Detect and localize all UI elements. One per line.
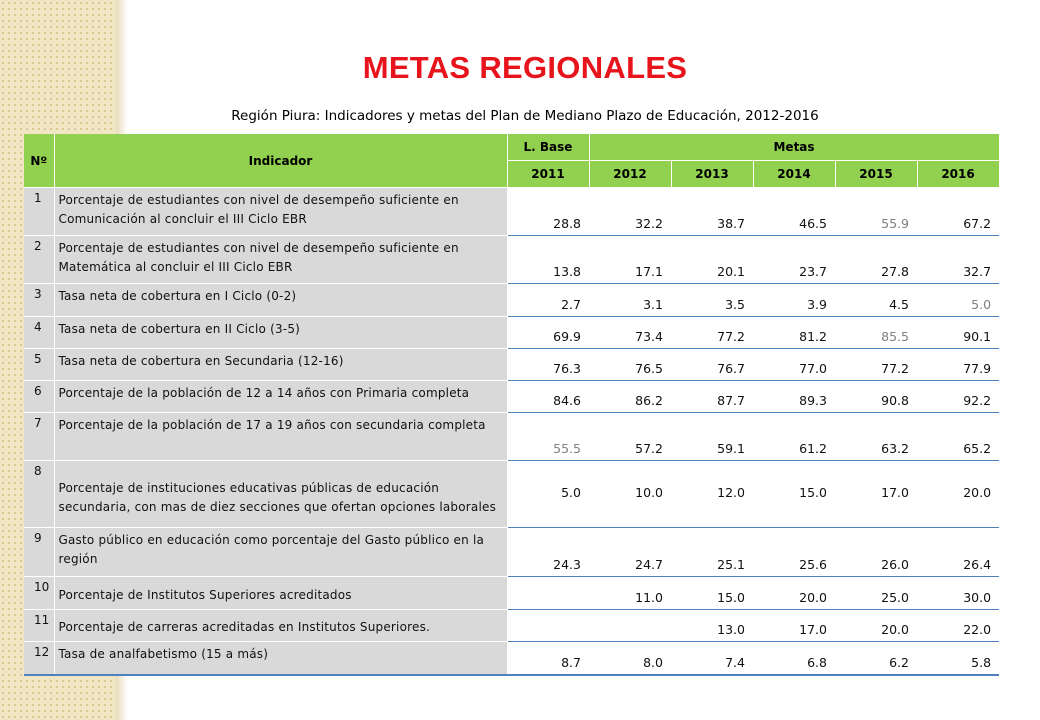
table-row [24, 413, 999, 461]
indicator-text: Tasa de analfabetismo (15 a más) [54, 642, 507, 675]
header-year: 2014 [753, 161, 835, 188]
value-cell: 76.7 [671, 349, 753, 381]
value-cell: 76.5 [589, 349, 671, 381]
value-cell [589, 610, 671, 642]
header-num: Nº [24, 134, 54, 188]
value-cell: 10.0 [589, 461, 671, 528]
value-cell: 92.2 [917, 381, 999, 413]
value-cell: 24.3 [507, 528, 589, 577]
value-cell: 77.2 [671, 317, 753, 349]
indicator-text: Porcentaje de estudiantes con nivel de desempeño suficiente en Matemática al concluir el III Ciclo EBR [54, 236, 507, 284]
header-year: 2015 [835, 161, 917, 188]
value-cell: 3.1 [589, 284, 671, 317]
value-cell: 73.4 [589, 317, 671, 349]
value-cell: 32.7 [917, 236, 999, 284]
value-cell: 32.2 [589, 188, 671, 236]
header-year: 2016 [917, 161, 999, 188]
value-cell: 81.2 [753, 317, 835, 349]
value-cell: 3.5 [671, 284, 753, 317]
indicator-text-content: Porcentaje de instituciones educativas públicas de educación secundaria, con mas de diez secciones que ofertan opciones laborales [58, 481, 497, 514]
value-cell: 67.2 [917, 188, 999, 236]
header-row-top [24, 134, 999, 161]
indicator-text: Gasto público en educación como porcentaje del Gasto público en la región [54, 528, 507, 577]
value-cell: 17.1 [589, 236, 671, 284]
value-cell: 11.0 [589, 577, 671, 610]
row-number: 1 [24, 188, 54, 236]
value-cell: 5.0 [917, 284, 999, 317]
indicators-table [24, 134, 1000, 676]
value-cell [507, 577, 589, 610]
value-cell: 6.2 [835, 642, 917, 675]
row-number: 3 [24, 284, 54, 317]
table-row [24, 642, 999, 675]
value-cell: 28.8 [507, 188, 589, 236]
value-cell: 26.0 [835, 528, 917, 577]
value-cell: 15.0 [753, 461, 835, 528]
value-cell: 87.7 [671, 381, 753, 413]
value-cell: 77.9 [917, 349, 999, 381]
value-cell: 7.4 [671, 642, 753, 675]
value-cell: 63.2 [835, 413, 917, 461]
value-cell: 5.8 [917, 642, 999, 675]
value-cell: 85.5 [835, 317, 917, 349]
row-number: 9 [24, 528, 54, 577]
value-cell: 90.1 [917, 317, 999, 349]
indicator-text: Porcentaje de carreras acreditadas en Institutos Superiores. [54, 610, 507, 642]
table-row [24, 317, 999, 349]
header-indicator: Indicador [54, 134, 507, 188]
indicator-text: Porcentaje de la población de 12 a 14 años con Primaria completa [54, 381, 507, 413]
value-cell: 86.2 [589, 381, 671, 413]
header-metas: Metas [589, 134, 999, 161]
table-row [24, 349, 999, 381]
value-cell: 13.0 [671, 610, 753, 642]
table-row [24, 284, 999, 317]
value-cell: 25.1 [671, 528, 753, 577]
value-cell: 20.0 [917, 461, 999, 528]
value-cell: 25.6 [753, 528, 835, 577]
value-cell: 46.5 [753, 188, 835, 236]
value-cell: 55.9 [835, 188, 917, 236]
value-cell: 5.0 [507, 461, 589, 528]
row-number: 7 [24, 413, 54, 461]
table-row [24, 610, 999, 642]
value-cell: 77.0 [753, 349, 835, 381]
header-year: 2012 [589, 161, 671, 188]
value-cell: 55.5 [507, 413, 589, 461]
table-row [24, 577, 999, 610]
row-number: 6 [24, 381, 54, 413]
indicator-text: Tasa neta de cobertura en Secundaria (12-16) [54, 349, 507, 381]
row-number: 4 [24, 317, 54, 349]
value-cell: 20.1 [671, 236, 753, 284]
value-cell: 20.0 [835, 610, 917, 642]
value-cell: 25.0 [835, 577, 917, 610]
value-cell: 84.6 [507, 381, 589, 413]
row-number: 10 [24, 577, 54, 610]
value-cell: 61.2 [753, 413, 835, 461]
value-cell: 20.0 [753, 577, 835, 610]
value-cell: 4.5 [835, 284, 917, 317]
header-base: L. Base [507, 134, 589, 161]
indicator-text: Tasa neta de cobertura en I Ciclo (0-2) [54, 284, 507, 317]
value-cell: 59.1 [671, 413, 753, 461]
value-cell: 8.7 [507, 642, 589, 675]
value-cell: 3.9 [753, 284, 835, 317]
header-year: 2013 [671, 161, 753, 188]
value-cell: 8.0 [589, 642, 671, 675]
value-cell: 30.0 [917, 577, 999, 610]
value-cell: 17.0 [753, 610, 835, 642]
table-row [24, 528, 999, 577]
value-cell: 26.4 [917, 528, 999, 577]
value-cell: 76.3 [507, 349, 589, 381]
indicator-text: Porcentaje de Institutos Superiores acreditados [54, 577, 507, 610]
indicator-text [54, 461, 507, 528]
value-cell: 17.0 [835, 461, 917, 528]
indicator-text: Tasa neta de cobertura en II Ciclo (3-5) [54, 317, 507, 349]
header-year: 2011 [507, 161, 589, 188]
value-cell: 89.3 [753, 381, 835, 413]
value-cell: 27.8 [835, 236, 917, 284]
value-cell: 65.2 [917, 413, 999, 461]
table-row [24, 188, 999, 236]
table-row [24, 381, 999, 413]
value-cell: 22.0 [917, 610, 999, 642]
indicator-text: Porcentaje de la población de 17 a 19 años con secundaria completa [54, 413, 507, 461]
value-cell: 2.7 [507, 284, 589, 317]
value-cell: 69.9 [507, 317, 589, 349]
value-cell: 12.0 [671, 461, 753, 528]
value-cell: 77.2 [835, 349, 917, 381]
page-title: METAS REGIONALES [362, 50, 688, 85]
value-cell: 6.8 [753, 642, 835, 675]
value-cell: 90.8 [835, 381, 917, 413]
indicator-text: Porcentaje de estudiantes con nivel de desempeño suficiente en Comunicación al concluir el III Ciclo EBR [54, 188, 507, 236]
row-number: 5 [24, 349, 54, 381]
row-number: 2 [24, 236, 54, 284]
row-number: 12 [24, 642, 54, 675]
table-caption: Región Piura: Indicadores y metas del Plan de Mediano Plazo de Educación, 2012-2016 [231, 108, 819, 124]
table-row [24, 461, 999, 528]
value-cell: 13.8 [507, 236, 589, 284]
row-number: 11 [24, 610, 54, 642]
value-cell: 23.7 [753, 236, 835, 284]
value-cell: 15.0 [671, 577, 753, 610]
value-cell: 38.7 [671, 188, 753, 236]
table-row [24, 236, 999, 284]
value-cell: 57.2 [589, 413, 671, 461]
value-cell: 24.7 [589, 528, 671, 577]
row-number: 8 [24, 461, 54, 528]
value-cell [507, 610, 589, 642]
